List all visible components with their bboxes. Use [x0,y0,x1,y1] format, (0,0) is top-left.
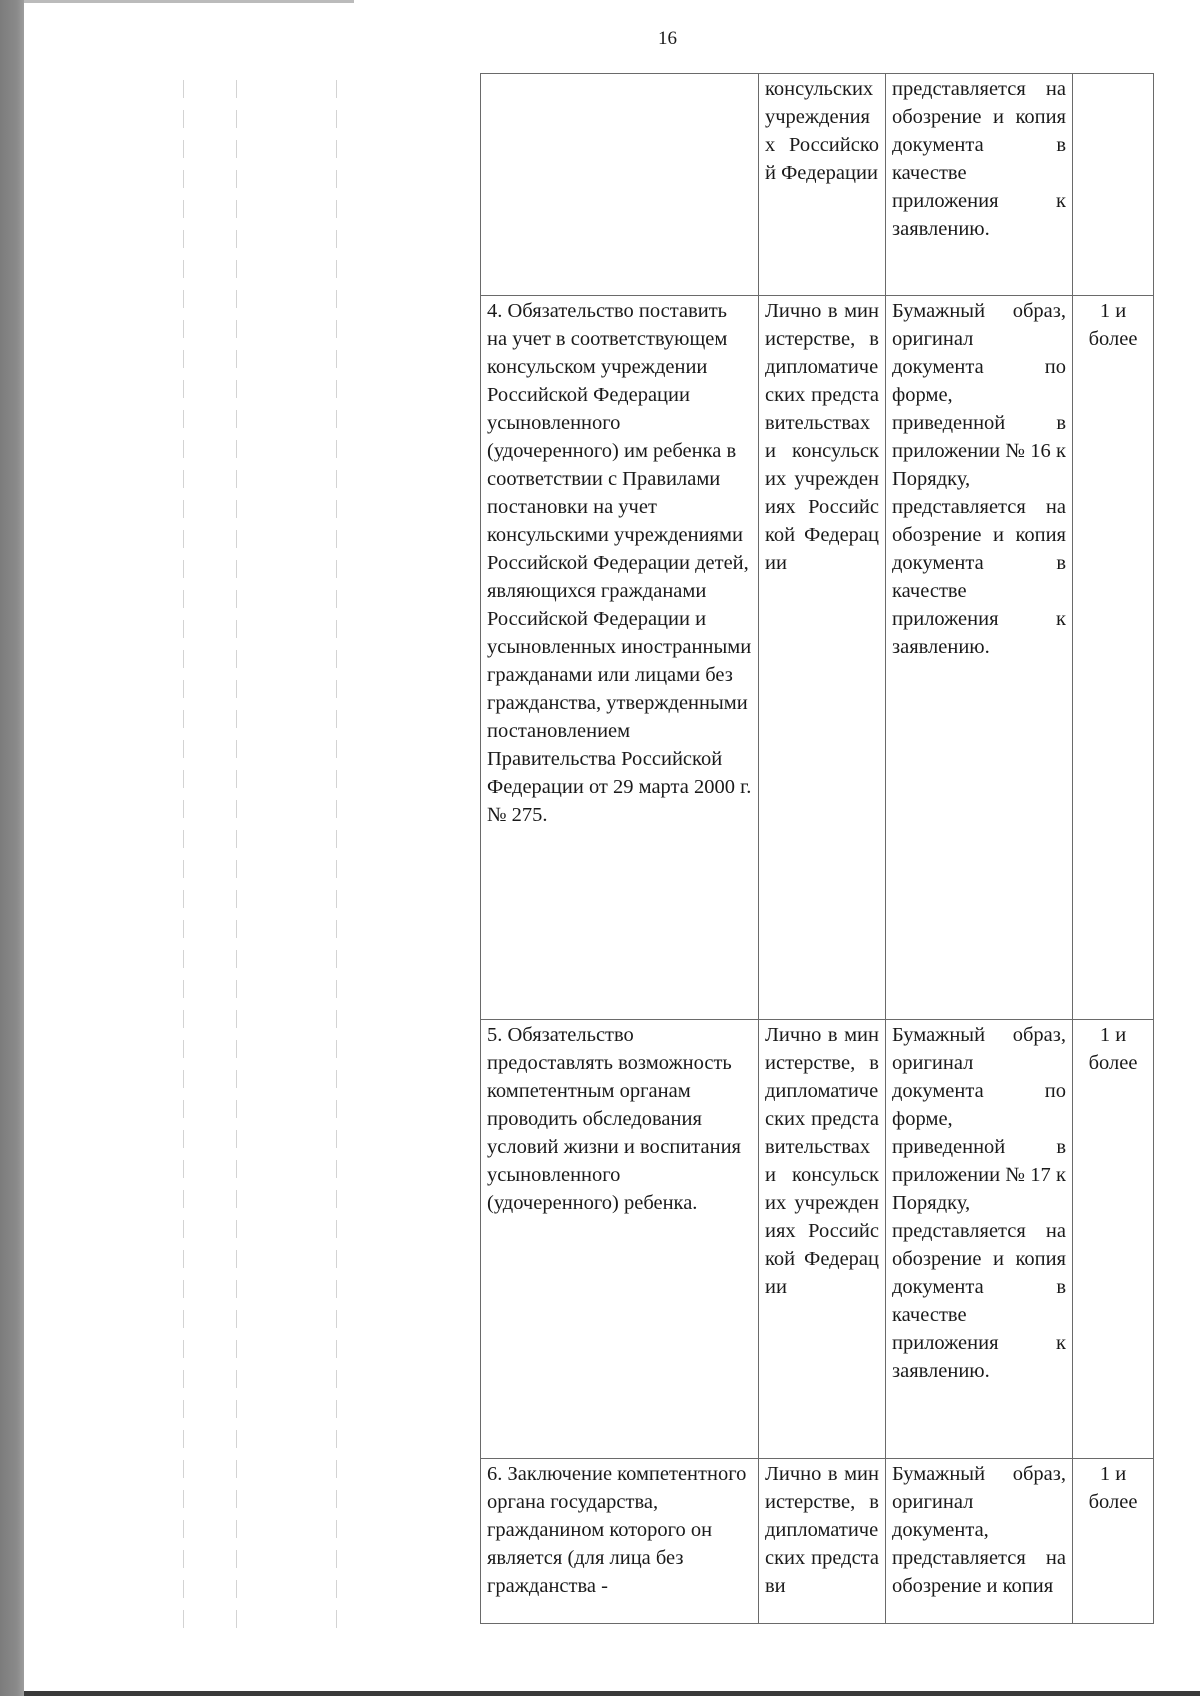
document-form-cell: представляется на обозрение и копия документа в качестве приложения к заявлению. [886,74,1073,296]
table-row [481,1020,1154,1459]
scan-bottom-edge [24,1691,1200,1696]
document-name-cell: 5. Обязательство предоставлять возможность компетентным органам проводить обследования условий жизни и воспитания усыновленного (удочеренного) ребенка. [481,1020,759,1459]
scan-edge-shadow [0,0,24,1696]
faint-show-through-rule [183,80,184,1635]
copies-count-cell: 1 и более [1073,296,1154,1020]
submission-method-cell: Лично в министерстве, в дипломатических представительствах и консульских учреждениях Российской Федерации [759,1020,886,1459]
table-row [481,74,1154,296]
document-form-cell: Бумажный образ, оригинал документа по форме, приведенной в приложении № 16 к Порядку, представляется на обозрение и копия документа в качестве приложения к заявлению. [886,296,1073,1020]
documents-table [480,73,1154,1624]
document-form-cell: Бумажный образ, оригинал документа по форме, приведенной в приложении № 17 к Порядку, представляется на обозрение и копия документа в качестве приложения к заявлению. [886,1020,1073,1459]
submission-method-cell: Лично в министерстве, в дипломатических представи [759,1459,886,1624]
faint-show-through-rule [336,80,337,1635]
scan-top-edge [24,0,354,3]
copies-count-cell [1073,74,1154,296]
faint-show-through-rule [236,80,237,1635]
document-name-cell [481,74,759,296]
document-name-cell: 6. Заключение компетентного органа государства, гражданином которого он является (для лица без гражданства - [481,1459,759,1624]
copies-count-cell: 1 и более [1073,1020,1154,1459]
submission-method-cell: Лично в министерстве, в дипломатических представительствах и консульских учреждениях Российской Федерации [759,296,886,1020]
table-row [481,296,1154,1020]
submission-method-cell: консульских учреждениях Российской Федерации [759,74,886,296]
copies-count-cell: 1 и более [1073,1459,1154,1624]
document-form-cell: Бумажный образ, оригинал документа, представляется на обозрение и копия [886,1459,1073,1624]
table-row [481,1459,1154,1624]
page-number: 16 [658,28,677,49]
document-name-cell: 4. Обязательство поставить на учет в соответствующем консульском учреждении Российской Федерации усыновленного (удочеренного) им ребенка в соответствии с Правилами постановки на учет консульскими учреждениями Российской Федерации детей, являющихся гражданами Российской Федерации и усыновленных иностранными гражданами или лицами без гражданства, утвержденными постановлением Правительства Российской Федерации от 29 марта 2000 г. № 275. [481,296,759,1020]
